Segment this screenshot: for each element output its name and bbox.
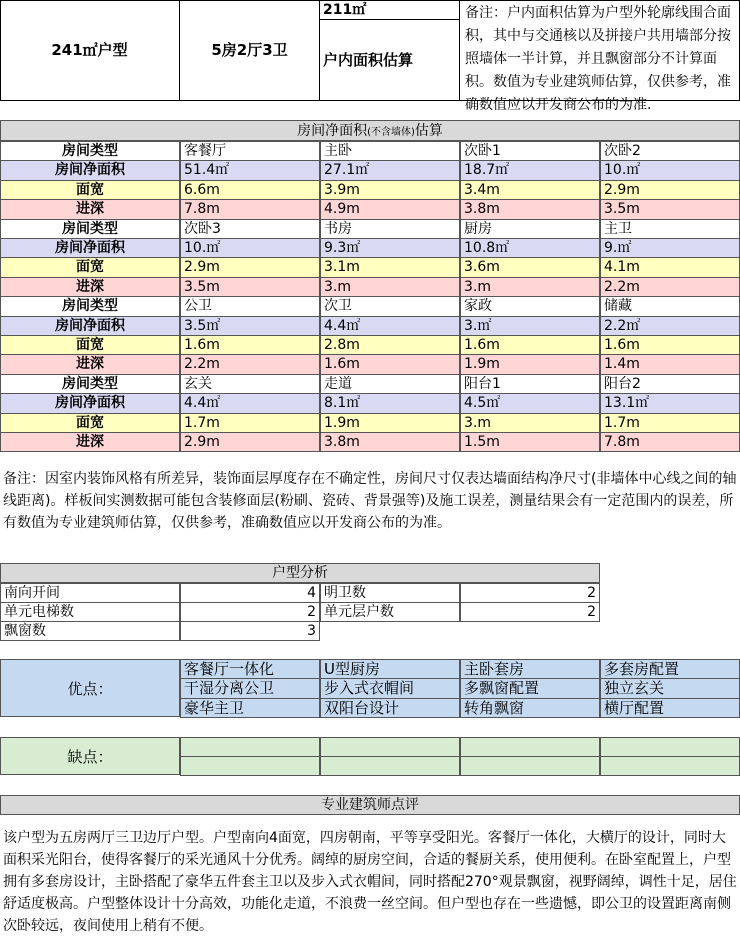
cons-cell [460, 737, 600, 757]
analysis-cell-l1: 南向开间 [0, 583, 180, 603]
room-cell-width: 1.9m [320, 413, 460, 433]
pros-item: 横厅配置 [600, 698, 740, 718]
room-cell-depth: 2.2m [180, 354, 320, 374]
room-cell-depth: 1.5m [460, 432, 600, 452]
room-cell-area: 4.4㎡ [320, 316, 460, 336]
room-cell-area: 51.4㎡ [180, 160, 320, 180]
room-cell-area: 2.2㎡ [600, 316, 740, 336]
room-cell-type: 主卫 [600, 219, 740, 239]
room-cell-area: 9.3㎡ [320, 238, 460, 258]
room-row-label-area: 房间净面积 [0, 393, 180, 413]
room-cell-width: 2.8m [320, 335, 460, 355]
room-cell-type: 家政 [460, 296, 600, 316]
room-cell-type: 次卧1 [460, 141, 600, 161]
pros-item: 多飘窗配置 [460, 678, 600, 698]
analysis-cell-v1: 3 [180, 621, 320, 641]
room-cell-area: 4.5㎡ [460, 393, 600, 413]
room-row-label-depth: 进深 [0, 277, 180, 297]
room-cell-width: 3.6m [460, 257, 600, 277]
room-cell-area: 4.4㎡ [180, 393, 320, 413]
room-row-label-type: 房间类型 [0, 374, 180, 394]
room-row-label-depth: 进深 [0, 199, 180, 219]
room-cell-depth: 3.m [460, 277, 600, 297]
room-cell-area: 9.㎡ [600, 238, 740, 258]
room-cell-type: 阳台1 [460, 374, 600, 394]
pros-item: 转角飘窗 [460, 698, 600, 718]
analysis-cell-v1: 4 [180, 583, 320, 603]
room-cell-area: 3.㎡ [460, 316, 600, 336]
review-text: 该户型为五房两厅三卫边厅户型。户型南向4面宽，四房朝南，平等享受阳光。客餐厅一体化，大横厅的设计，同时大面积采光阳台，使得客餐厅的采光通风十分优秀。阔绰的厨房空间，合适的餐厨关系，使用便利。在卧室配置上，户型拥有多套房设计，主卧搭配了豪华五件套主卫以及步入式衣帽间，同时搭配270°观景飘窗，视野阔绰，调性十足，居住舒适度极高。户型整体设计十分高效，功能化走道，不浪费一丝空间。但户型也存在一些遗憾，即公卫的设置距离南侧次卧较远，夜间使用上稍有不便。 [3, 830, 737, 934]
room-cell-depth: 2.2m [600, 277, 740, 297]
layout-name: 241㎡户型 [0, 0, 180, 101]
room-table-title [0, 120, 740, 141]
cons-cell [320, 756, 460, 776]
analysis-title: 户型分析 [0, 563, 600, 583]
room-cell-depth: 1.9m [460, 354, 600, 374]
room-row-label-area: 房间净面积 [0, 160, 180, 180]
pros-label: 优点： [0, 659, 180, 717]
pros-item: 多套房配置 [600, 659, 740, 679]
pros-item: U型厨房 [320, 659, 460, 679]
pros-item: 客餐厅一体化 [180, 659, 320, 679]
room-cell-width: 1.6m [460, 335, 600, 355]
room-cell-type: 次卧2 [600, 141, 740, 161]
room-cell-width: 3.9m [320, 180, 460, 200]
room-row-label-area: 房间净面积 [0, 238, 180, 258]
analysis-cell-l2: 明卫数 [320, 583, 460, 603]
pros-item: 豪华主卫 [180, 698, 320, 718]
room-table-note: 备注：因室内装饰风格有所差异，装饰面层厚度存在不确定性，房间尺寸仅表达墙面结构净尺寸(非墙体中心线之间的轴线距离)。样板间实测数据可能包含装修面层(粉刷、瓷砖、背景强等)及施工误差，测量结果会有一定范围内的误差，所有数值为专业建筑师估算，仅供参考，准确数值应以开发商公布的为准。 [3, 471, 737, 531]
review-title: 专业建筑师点评 [0, 795, 740, 815]
analysis-cell-v1: 2 [180, 602, 320, 622]
cons-cell [320, 737, 460, 757]
analysis-cell-l1: 飘窗数 [0, 621, 180, 641]
room-cell-area: 8.1㎡ [320, 393, 460, 413]
room-cell-width: 1.7m [600, 413, 740, 433]
room-cell-depth: 3.8m [460, 199, 600, 219]
room-cell-area: 13.1㎡ [600, 393, 740, 413]
room-cell-depth: 7.8m [600, 432, 740, 452]
room-row-label-type: 房间类型 [0, 296, 180, 316]
room-cell-type: 书房 [320, 219, 460, 239]
room-cell-width: 3.m [460, 413, 600, 433]
cons-cell [180, 756, 320, 776]
room-row-label-type: 房间类型 [0, 219, 180, 239]
room-cell-type: 主卧 [320, 141, 460, 161]
room-cell-depth: 4.9m [320, 199, 460, 219]
cons-cell [180, 737, 320, 757]
room-cell-width: 4.1m [600, 257, 740, 277]
area-value: 211㎡ [320, 0, 460, 20]
room-cell-type: 公卫 [180, 296, 320, 316]
room-cell-depth: 3.5m [600, 199, 740, 219]
room-cell-width: 6.6m [180, 180, 320, 200]
room-cell-type: 阳台2 [600, 374, 740, 394]
area-label: 户内面积估算 [320, 20, 460, 101]
room-cell-depth: 3.8m [320, 432, 460, 452]
room-cell-area: 3.5㎡ [180, 316, 320, 336]
room-row-label-width: 面宽 [0, 413, 180, 433]
room-row-label-area: 房间净面积 [0, 316, 180, 336]
cons-cell [460, 756, 600, 776]
room-cell-depth: 3.m [320, 277, 460, 297]
room-cell-area: 10.㎡ [180, 238, 320, 258]
pros-item: 主卧套房 [460, 659, 600, 679]
analysis-cell-l1: 单元电梯数 [0, 602, 180, 622]
room-cell-width: 1.6m [180, 335, 320, 355]
analysis-cell-l2: 单元层户数 [320, 602, 460, 622]
room-cell-area: 10.8㎡ [460, 238, 600, 258]
room-table-title-small: (不含墙体) [367, 127, 415, 138]
room-row-label-depth: 进深 [0, 432, 180, 452]
area-note: 备注：户内面积估算为户型外轮廓线围合面积，其中与交通核以及拼接户共用墙部分按照墙体一半计算，并且飘窗部分不计算面积。数值为专业建筑师估算，仅供参考，准确数值应以开发商公布的为准. [465, 5, 731, 113]
room-cell-type: 储藏 [600, 296, 740, 316]
room-cell-type: 次卧3 [180, 219, 320, 239]
room-table-title-main: 房间净面积 [297, 123, 368, 139]
room-cell-width: 2.9m [600, 180, 740, 200]
analysis-cell-v2: 2 [460, 583, 600, 603]
cons-cell [600, 756, 740, 776]
room-cell-type: 玄关 [180, 374, 320, 394]
room-cell-depth: 1.6m [320, 354, 460, 374]
room-cell-depth: 7.8m [180, 199, 320, 219]
room-cell-type: 次卫 [320, 296, 460, 316]
room-cell-area: 10.㎡ [600, 160, 740, 180]
room-cell-width: 3.1m [320, 257, 460, 277]
room-cell-area: 18.7㎡ [460, 160, 600, 180]
room-cell-type: 走道 [320, 374, 460, 394]
pros-item: 独立玄关 [600, 678, 740, 698]
room-row-label-depth: 进深 [0, 354, 180, 374]
analysis-cell-v2: 2 [460, 602, 600, 622]
room-cell-area: 27.1㎡ [320, 160, 460, 180]
cons-cell [600, 737, 740, 757]
room-cell-width: 1.6m [600, 335, 740, 355]
room-cell-depth: 2.9m [180, 432, 320, 452]
room-count: 5房2厅3卫 [180, 0, 320, 101]
pros-item: 干湿分离公卫 [180, 678, 320, 698]
room-cell-width: 3.4m [460, 180, 600, 200]
room-row-label-width: 面宽 [0, 180, 180, 200]
room-cell-type: 厨房 [460, 219, 600, 239]
pros-item: 步入式衣帽间 [320, 678, 460, 698]
room-row-label-type: 房间类型 [0, 141, 180, 161]
cons-label: 缺点： [0, 737, 180, 775]
room-row-label-width: 面宽 [0, 257, 180, 277]
room-cell-type: 客餐厅 [180, 141, 320, 161]
room-table-title-end: 估算 [414, 123, 443, 139]
room-cell-width: 2.9m [180, 257, 320, 277]
room-cell-width: 1.7m [180, 413, 320, 433]
room-cell-depth: 1.4m [600, 354, 740, 374]
room-cell-depth: 3.5m [180, 277, 320, 297]
room-row-label-width: 面宽 [0, 335, 180, 355]
pros-item: 双阳台设计 [320, 698, 460, 718]
